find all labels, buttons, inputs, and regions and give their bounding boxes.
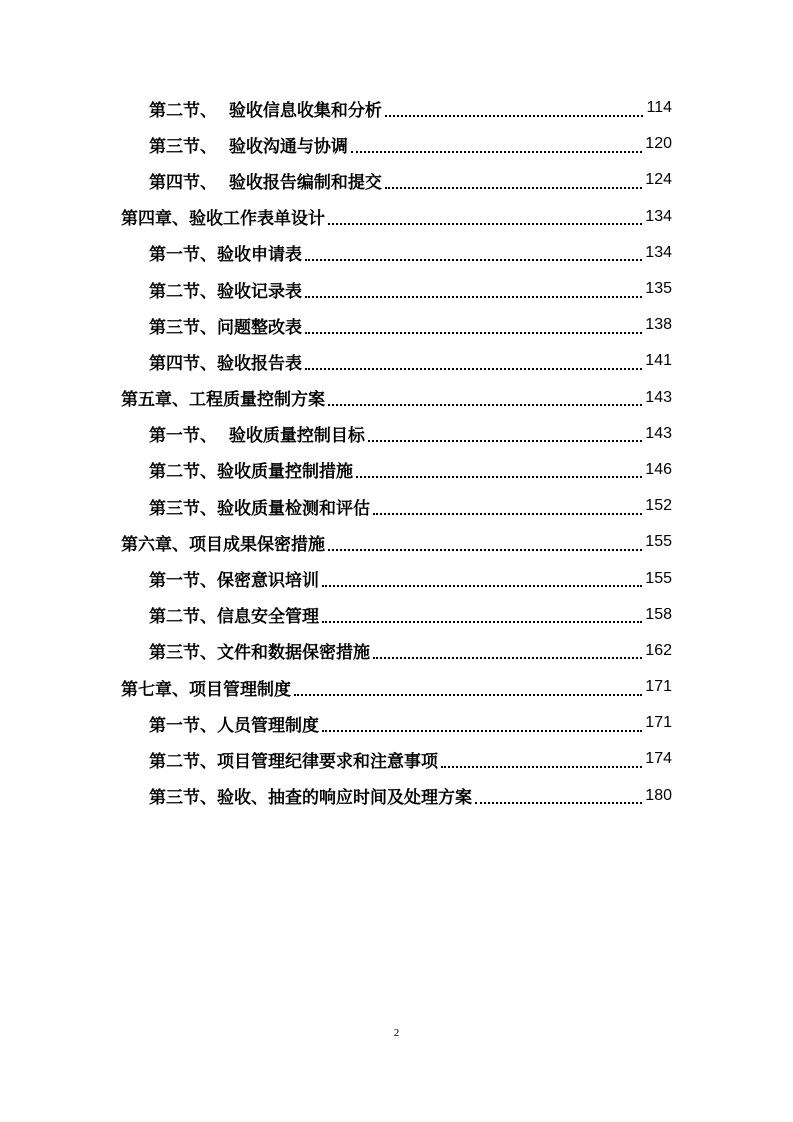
toc-entry-title: 第二节、验收记录表: [149, 281, 302, 302]
page-number: 2: [393, 1027, 400, 1039]
toc-entry-page: 146: [645, 460, 672, 478]
toc-entry[interactable]: [0, 90, 793, 126]
toc-dot-leader: [385, 114, 644, 117]
toc-dot-leader: [328, 403, 642, 406]
toc-entry-title: 第一节、 验收质量控制目标: [149, 426, 365, 447]
toc-entry-title: 第一节、验收申请表: [149, 245, 302, 266]
toc-chapter-entry[interactable]: [0, 524, 793, 560]
toc-entry[interactable]: [0, 741, 793, 777]
toc-entry-page: 141: [645, 352, 672, 370]
toc-entry[interactable]: [0, 271, 793, 307]
toc-entry[interactable]: [0, 343, 793, 379]
table-of-contents: [0, 90, 793, 814]
toc-entry-page: 171: [645, 714, 672, 732]
toc-entry-page: 134: [645, 243, 672, 261]
toc-dot-leader: [441, 765, 642, 768]
toc-dot-leader: [356, 475, 642, 478]
toc-entry-title: 第六章、项目成果保密措施: [121, 534, 325, 555]
toc-entry-title: 第三节、验收质量检测和评估: [149, 498, 370, 519]
toc-entry-page: 180: [645, 786, 672, 804]
toc-dot-leader: [322, 620, 642, 623]
toc-entry[interactable]: [0, 488, 793, 524]
toc-entry[interactable]: [0, 235, 793, 271]
toc-entry-title: 第五章、工程质量控制方案: [121, 390, 325, 411]
toc-entry[interactable]: [0, 560, 793, 596]
toc-chapter-entry[interactable]: [0, 199, 793, 235]
toc-chapter-entry[interactable]: [0, 380, 793, 416]
toc-entry-title: 第四节、验收报告表: [149, 353, 302, 374]
toc-dot-leader: [373, 512, 642, 515]
toc-entry[interactable]: [0, 416, 793, 452]
toc-entry[interactable]: [0, 162, 793, 198]
toc-entry-title: 第四节、 验收报告编制和提交: [149, 172, 382, 193]
toc-entry[interactable]: [0, 705, 793, 741]
toc-entry-page: 114: [646, 99, 672, 117]
toc-entry-title: 第一节、保密意识培训: [149, 571, 319, 592]
toc-dot-leader: [351, 150, 642, 153]
toc-entry-page: 143: [645, 388, 672, 406]
toc-entry[interactable]: [0, 126, 793, 162]
toc-dot-leader: [294, 693, 642, 696]
toc-entry-page: 135: [645, 280, 672, 298]
toc-entry-page: 120: [645, 135, 672, 153]
toc-entry[interactable]: [0, 597, 793, 633]
toc-entry-page: 124: [645, 171, 672, 189]
toc-entry-title: 第三节、验收、抽查的响应时间及处理方案: [149, 788, 472, 809]
toc-dot-leader: [328, 548, 642, 551]
toc-entry-title: 第三节、 验收沟通与协调: [149, 136, 348, 157]
toc-entry-title: 第二节、 验收信息收集和分析: [149, 100, 382, 121]
toc-entry-page: 174: [645, 750, 672, 768]
toc-entry-title: 第二节、信息安全管理: [149, 607, 319, 628]
toc-entry-title: 第三节、问题整改表: [149, 317, 302, 338]
toc-entry-title: 第二节、验收质量控制措施: [149, 462, 353, 483]
toc-entry-title: 第四章、验收工作表单设计: [121, 209, 325, 230]
toc-entry-page: 134: [645, 207, 672, 225]
toc-dot-leader: [305, 331, 642, 334]
toc-dot-leader: [385, 186, 642, 189]
toc-entry[interactable]: [0, 778, 793, 814]
toc-dot-leader: [322, 729, 642, 732]
toc-entry-page: 155: [645, 533, 672, 551]
toc-chapter-entry[interactable]: [0, 669, 793, 705]
toc-entry-page: 171: [645, 678, 672, 696]
toc-entry-page: 162: [645, 641, 672, 659]
toc-dot-leader: [475, 801, 642, 804]
toc-entry[interactable]: [0, 452, 793, 488]
toc-entry[interactable]: [0, 307, 793, 343]
toc-entry[interactable]: [0, 633, 793, 669]
toc-dot-leader: [305, 258, 642, 261]
toc-dot-leader: [328, 222, 642, 225]
toc-entry-page: 152: [645, 497, 672, 515]
toc-entry-page: 138: [645, 316, 672, 334]
toc-entry-title: 第三节、文件和数据保密措施: [149, 643, 370, 664]
toc-entry-page: 155: [645, 569, 672, 587]
toc-entry-title: 第二节、项目管理纪律要求和注意事项: [149, 751, 438, 772]
toc-dot-leader: [368, 439, 642, 442]
toc-dot-leader: [305, 295, 642, 298]
toc-entry-page: 143: [645, 424, 672, 442]
toc-dot-leader: [305, 367, 642, 370]
toc-entry-title: 第一节、人员管理制度: [149, 715, 319, 736]
toc-dot-leader: [373, 656, 642, 659]
toc-entry-page: 158: [645, 605, 672, 623]
toc-entry-title: 第七章、项目管理制度: [121, 679, 291, 700]
toc-dot-leader: [322, 584, 642, 587]
